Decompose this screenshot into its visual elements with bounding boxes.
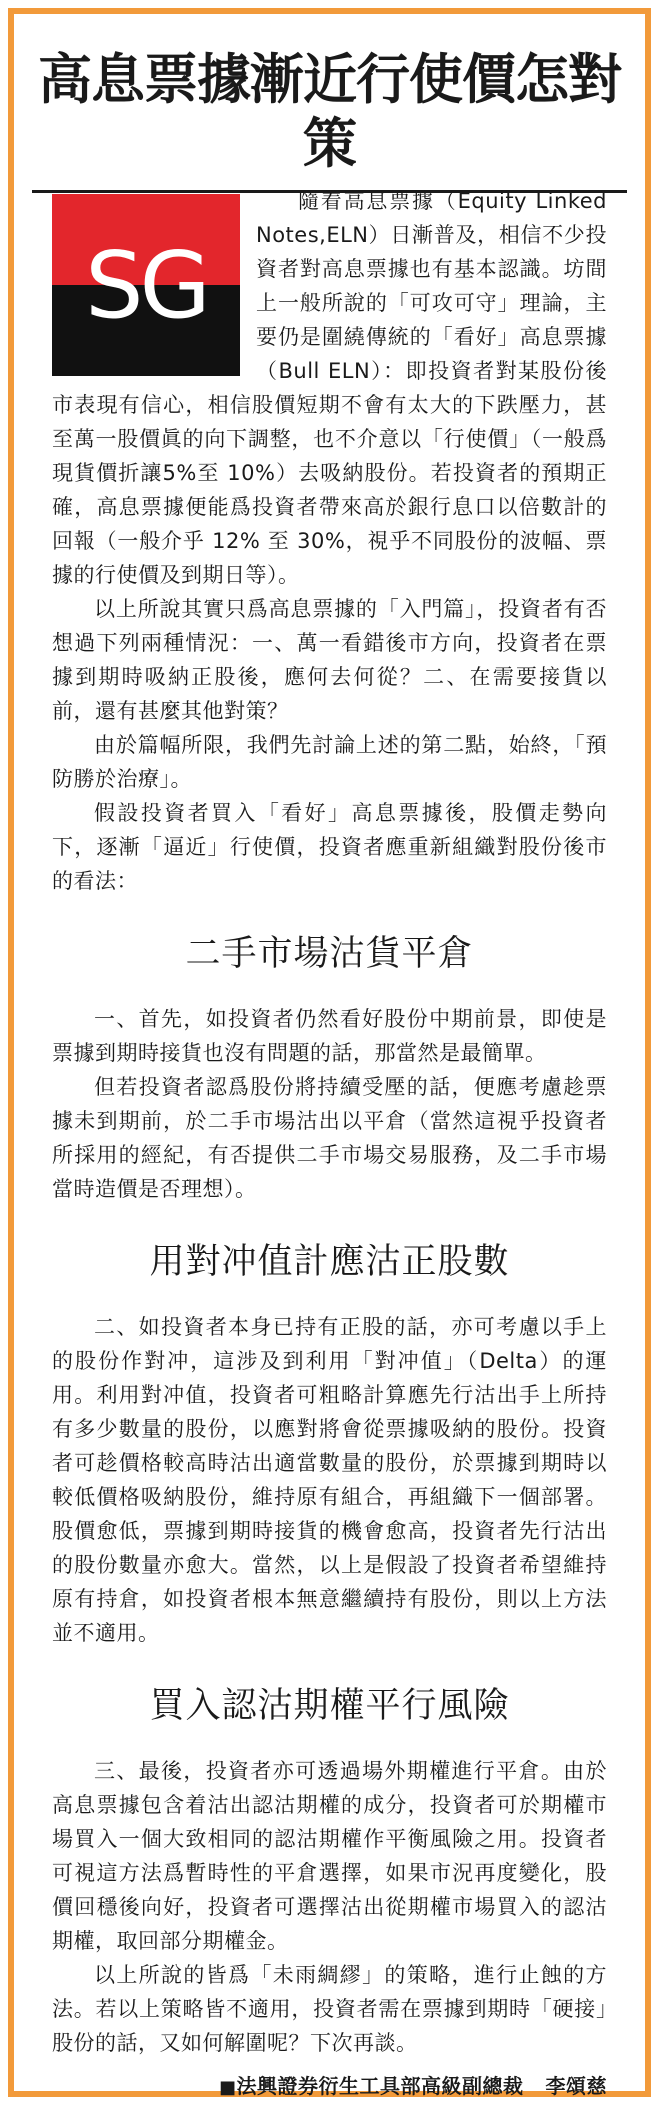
intro-paragraph-3: 由於篇幅所限，我們先討論上述的第二點，始終，「預防勝於治療」。 [52, 733, 607, 791]
headline: 高息票據漸近行使價怎對策 [38, 48, 621, 175]
article-frame [8, 8, 651, 2097]
section-heading-2: 用對冲值計應沽正股數 [149, 1242, 510, 1282]
intro-paragraph-2: 以上所說其實只爲高息票據的「入門篇」，投資者有否想過下列兩種情況：一、萬一看錯後市方向，投資者在票據到期時吸納正股後，應何去何從？二、在需要接貨以前，還有甚麼其他對策？ [52, 597, 607, 723]
intro-paragraph-1: 隨着高息票據（Equity Linked Notes,ELN）日漸普及，相信不少投資者對高息票據也有基本認識。坊間上一般所說的「可攻可守」理論，主要仍是圍繞傳統的「看好」高息票據（Bull ELN）：即投資者對某股份後市表現有信心，相信股價短期不會有太大的下跌壓力，甚至萬一股價眞的向下調整，也不介意以「行使價」（一般爲現貨價折讓5%至 10%）去吸納股份。若投資者的預期正確，高息票據便能爲投資者帶來高於銀行息口以倍數計的回報（一般介乎 12% 至 30%，視乎不同股份的波幅、票據的行使價及到期日等）。 [52, 189, 607, 587]
section-1-paragraph-1: 一、首先，如投資者仍然看好股份中期前景，即使是票據到期時接貨也沒有問題的話，那當然是最簡單。 [52, 1007, 607, 1065]
section-3-paragraph-1: 三、最後，投資者亦可透過場外期權進行平倉。由於高息票據包含着沽出認沽期權的成分，投資者可於期權市場買入一個大致相同的認沽期權作平衡風險之用。投資者可視這方法爲暫時性的平倉選擇，如果市況再度變化，股價回穩後向好，投資者可選擇沽出從期權市場買入的認沽期權，取回部分期權金。 [52, 1759, 607, 1953]
section-heading-3: 買入認沽期權平行風險 [149, 1686, 510, 1726]
byline [52, 2070, 607, 2099]
section-1-paragraph-2: 但若投資者認爲股份將持續受壓的話，便應考慮趁票據未到期前，於二手市場沽出以平倉（當然這視乎投資者所採用的經紀，有否提供二手市場交易服務，及二手市場當時造價是否理想）。 [52, 1075, 607, 1201]
section-3-paragraph-2: 以上所說的皆爲「未雨綢繆」的策略，進行止蝕的方法。若以上策略皆不適用，投資者需在票據到期時「硬接」股份的話，又如何解圍呢？下次再談。 [52, 1963, 607, 2055]
intro-paragraph-4: 假設投資者買入「看好」高息票據後，股價走勢向下，逐漸「逼近」行使價，投資者應重新組織對股份後市的看法： [52, 801, 607, 893]
section-2-paragraph-1: 二、如投資者本身已持有正股的話，亦可考慮以手上的股份作對冲，這涉及到利用「對冲值」（Delta）的運用。利用對冲值，投資者可粗略計算應先行沽出手上所持有多少數量的股份，以應對將會從票據吸納的股份。投資者可趁價格較高時沽出適當數量的股份，於票據到期時以較低價格吸納股份，維持原有組合，再組織下一個部署。股價愈低，票據到期時接貨的機會愈高，投資者先行沽出的股份數量亦愈大。當然，以上是假設了投資者希望維持原有持倉，如投資者根本無意繼續持有股份，則以上方法並不適用。 [52, 1315, 607, 1645]
byline-mark: ■ [218, 2077, 237, 2098]
article-body [52, 184, 607, 2099]
sg-logo [52, 194, 240, 376]
logo-text: SG [85, 231, 207, 339]
byline-name: 李頌慈 [545, 2074, 607, 2098]
byline-title: 法興證券衍生工具部高級副總裁 [236, 2074, 524, 2098]
section-heading-1: 二手市場沽貨平倉 [185, 934, 474, 974]
